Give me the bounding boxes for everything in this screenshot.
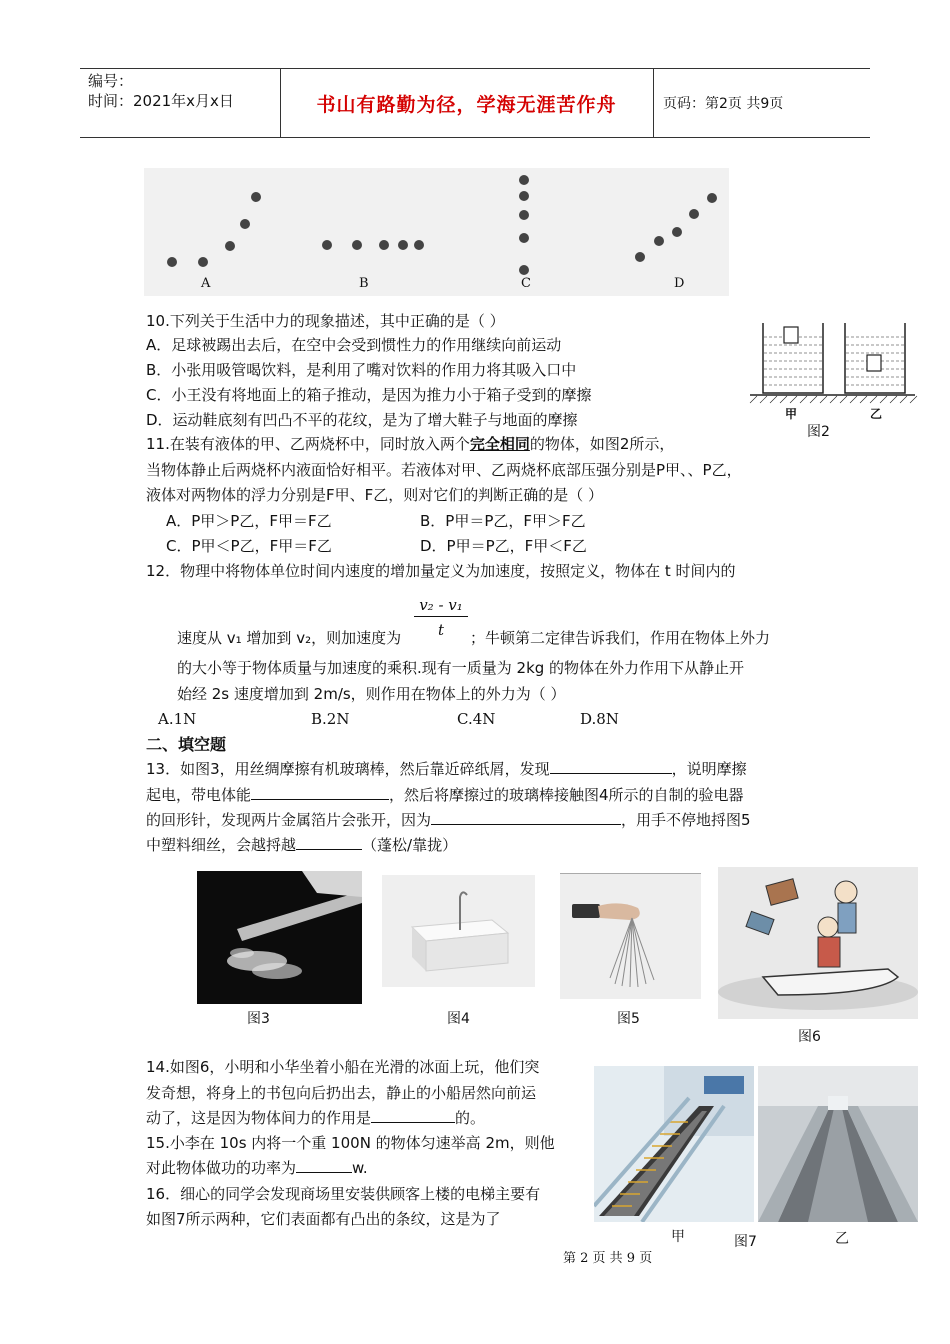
q12-frac-numerator: v₂ - v₁ xyxy=(414,596,468,617)
q12-option-b: B.2N xyxy=(311,710,350,728)
page-label: 页码：第2页 共9页 xyxy=(663,96,784,112)
q13-line2 xyxy=(146,785,744,805)
q12-option-c: C.4N xyxy=(457,710,496,728)
q11-option-c: C．P甲＜P乙，F甲＝F乙 xyxy=(166,537,332,555)
q16-line1: 16．细心的同学会发现商场里安装供顾客上楼的电梯主要有 xyxy=(146,1185,541,1203)
q15-line2-post: w. xyxy=(352,1159,368,1177)
q14-line3-post: 的。 xyxy=(455,1109,486,1127)
q15-line1: 15.小李在 10s 内将一个重 100N 的物体匀速举高 2m，则他 xyxy=(146,1134,555,1152)
fig4-caption: 图4 xyxy=(447,1011,470,1027)
q12-option-a: A.1N xyxy=(158,710,197,728)
fig7-caption: 图7 xyxy=(734,1234,757,1250)
q11-emphasis: 完全相同 xyxy=(469,435,530,453)
fig3-svg xyxy=(197,871,362,1004)
q13-blank-1 xyxy=(550,759,672,774)
page-header xyxy=(80,68,870,138)
q13-line3 xyxy=(146,810,751,830)
page-footer: 第 2 页 共 9 页 xyxy=(563,1251,653,1266)
q12-fraction xyxy=(414,596,468,639)
dots-label-a: A xyxy=(201,276,211,291)
dots-label-b: B xyxy=(359,276,369,291)
q10-option-d: D．运动鞋底刻有凹凸不平的花纹，是为了增大鞋子与地面的摩擦 xyxy=(146,411,578,429)
q13-line3-post: ，用手不停地捋图5 xyxy=(621,811,751,829)
q11-line2: 当物体静止后两烧杯内液面恰好相平。若液体对甲、乙两烧杯底部压强分别是P甲、、P乙， xyxy=(146,461,742,479)
fig6-svg xyxy=(718,867,918,1019)
fig2-beakers xyxy=(745,305,920,440)
header-left-cell xyxy=(80,69,281,137)
fig2-label-yi: 乙 xyxy=(870,407,883,421)
beakers-svg xyxy=(745,305,920,440)
q16-line2: 如图7所示两种，它们表面都有凸出的条纹，这是为了 xyxy=(146,1210,501,1228)
fig5-svg xyxy=(560,874,701,999)
q12-option-d: D.8N xyxy=(580,710,619,728)
q11-line1-pre: 11.在装有液体的甲、乙两烧杯中，同时放入两个 xyxy=(146,435,470,453)
fig5-caption: 图5 xyxy=(617,1011,640,1027)
fig7-jia-svg xyxy=(594,1066,754,1222)
fig7-photo-yi xyxy=(758,1066,918,1222)
header-page-cell xyxy=(653,69,870,137)
dots-label-d: D xyxy=(674,276,685,291)
serial-label: 编号： xyxy=(88,72,134,90)
q10-option-c: C．小王没有将地面上的箱子推动，是因为推力小于箱子受到的摩擦 xyxy=(146,386,592,404)
fig7-label-jia: 甲 xyxy=(671,1229,685,1245)
q12-line4: 始经 2s 速度增加到 2m/s，则作用在物体上的外力为（ ） xyxy=(177,685,566,703)
fig3-caption: 图3 xyxy=(247,1011,270,1027)
q11-option-d: D．P甲＝P乙，F甲＜F乙 xyxy=(420,537,587,555)
q13-line3-pre: 的回形针，发现两片金属箔片会张开，因为 xyxy=(146,811,432,829)
motto: 书山有路勤为径，学海无涯苦作舟 xyxy=(316,93,617,116)
q13-blank-2 xyxy=(251,785,389,800)
q13-line1-pre: 13．如图3，用丝绸摩擦有机玻璃棒，然后靠近碎纸屑，发现 xyxy=(146,760,550,778)
fig7-label-yi: 乙 xyxy=(835,1231,849,1247)
q11-option-a: A．P甲＞P乙，F甲＝F乙 xyxy=(166,512,332,530)
q12-line2-post: ；牛顿第二定律告诉我们，作用在物体上外力 xyxy=(470,629,771,647)
q11-line1-post: 的物体，如图2所示， xyxy=(529,435,675,453)
fig3-photo xyxy=(197,871,362,1004)
q13-line4-post: （蓬松/靠拢） xyxy=(362,836,458,854)
q12-line2-pre: 速度从 v₁ 增加到 v₂，则加速度为 xyxy=(177,629,402,647)
q12-frac-denominator: t xyxy=(437,621,445,639)
q12-line3: 的大小等于物体质量与加速度的乘积.现有一质量为 2kg 的物体在外力作用下从静止开 xyxy=(177,659,745,677)
q11-line1 xyxy=(146,434,674,454)
q15-blank xyxy=(296,1158,352,1173)
q14-blank xyxy=(371,1108,455,1123)
fig4-photo xyxy=(382,875,535,987)
q14-line3 xyxy=(146,1108,485,1128)
q10-option-b: B．小张用吸管喝饮料，是利用了嘴对饮料的作用力将其吸入口中 xyxy=(146,361,577,379)
q11-line3: 液体对两物体的浮力分别是F甲、F乙，则对它们的判断正确的是（ ） xyxy=(146,486,604,504)
q13-blank-4 xyxy=(296,835,362,850)
q13-line4 xyxy=(146,835,457,855)
q13-blank-3 xyxy=(431,810,621,825)
q11-option-b: B．P甲＝P乙，F甲＞F乙 xyxy=(420,512,586,530)
fig6-photo xyxy=(718,867,918,1019)
q10-stem: 10.下列关于生活中力的现象描述，其中正确的是（ ） xyxy=(146,312,505,330)
fig2-caption: 图2 xyxy=(807,424,830,440)
q14-line3-pre: 动了，这是因为物体间力的作用是 xyxy=(146,1109,372,1127)
q15-line2 xyxy=(146,1158,368,1178)
dots-figure xyxy=(144,168,729,296)
fig2-label-jia: 甲 xyxy=(785,407,798,421)
dots-figure-svg xyxy=(144,168,729,296)
q12-line1: 12．物理中将物体单位时间内速度的增加量定义为加速度，按照定义，物体在 t 时间内的 xyxy=(146,562,736,580)
time-label: 时间：2021年x月x日 xyxy=(88,92,234,110)
section-fill-in-title: 二、填空题 xyxy=(146,735,227,754)
q15-line2-pre: 对此物体做功的功率为 xyxy=(146,1159,297,1177)
q13-line1 xyxy=(146,759,747,779)
q13-line2-pre: 起电，带电体能 xyxy=(146,786,252,804)
fig6-caption: 图6 xyxy=(798,1029,821,1045)
fig5-photo xyxy=(560,873,701,999)
q14-line1: 14.如图6，小明和小华坐着小船在光滑的冰面上玩，他们突 xyxy=(146,1058,540,1076)
fig7-photo-jia xyxy=(594,1066,754,1222)
fig7-yi-svg xyxy=(758,1066,918,1222)
q13-line2-post: ，然后将摩擦过的玻璃棒接触图4所示的自制的验电器 xyxy=(389,786,744,804)
q13-line1-post: ，说明摩擦 xyxy=(671,760,747,778)
header-motto-cell xyxy=(280,69,654,137)
dots-label-c: C xyxy=(521,276,531,291)
q13-line4-pre: 中塑料细丝，会越捋越 xyxy=(146,836,297,854)
q10-option-a: A．足球被踢出去后，在空中会受到惯性力的作用继续向前运动 xyxy=(146,336,562,354)
q14-line2: 发奇想，将身上的书包向后扔出去，静止的小船居然向前运 xyxy=(146,1084,537,1102)
fig4-svg xyxy=(382,875,535,987)
